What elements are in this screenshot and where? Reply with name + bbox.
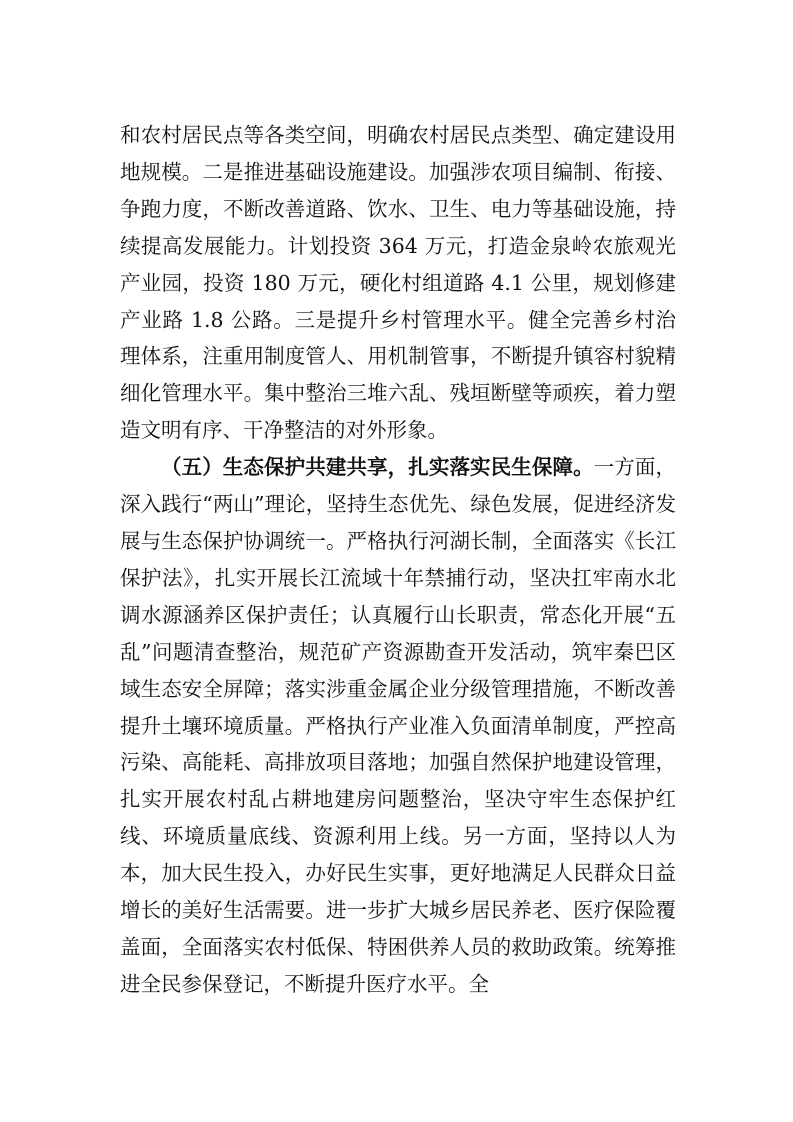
paragraph-section-5: [120, 449, 676, 1003]
document-body: [120, 117, 676, 1003]
section-heading: （五）生态保护共建共享，扎实落实民生保障。: [161, 455, 594, 480]
paragraph-continuation: 和农村居民点等各类空间，明确农村居民点类型、确定建设用地规模。二是推进基础设施建设。加强涉农项目编制、衔接、争跑力度，不断改善道路、饮水、卫生、电力等基础设施，持续提高发展能力。计划投资 364 万元，打造金泉岭农旅观光产业园，投资 180 万元，硬化村组道路 4.1 公里，规划修建产业路 1.8 公路。三是提升乡村管理水平。健全完善乡村治理体系，注重用制度管人、用机制管事，不断提升镇容村貌精细化管理水平。集中整治三堆六乱、残垣断壁等顽疾，着力塑造文明有序、干净整洁的对外形象。: [120, 123, 676, 443]
section-body-text: 一方面，深入践行“两山”理论，坚持生态优先、绿色发展，促进经济发展与生态保护协调统一。严格执行河湖长制，全面落实《长江保护法》，扎实开展长江流域十年禁捕行动，坚决扛牢南水北调水源涵养区保护责任；认真履行山长职责，常态化开展“五乱”问题清查整治，规范矿产资源勘查开发活动，筑牢秦巴区域生态安全屏障；落实涉重金属企业分级管理措施，不断改善提升土壤环境质量。严格执行产业准入负面清单制度，严控高污染、高能耗、高排放项目落地；加强自然保护地建设管理，扎实开展农村乱占耕地建房问题整治，坚决守牢生态保护红线、环境质量底线、资源利用上线。另一方面，坚持以人为本，加大民生投入，办好民生实事，更好地满足人民群众日益增长的美好生活需要。进一步扩大城乡居民养老、医疗保险覆盖面，全面落实农村低保、特困供养人员的救助政策。统筹推进全民参保登记，不断提升医疗水平。全: [120, 455, 676, 996]
